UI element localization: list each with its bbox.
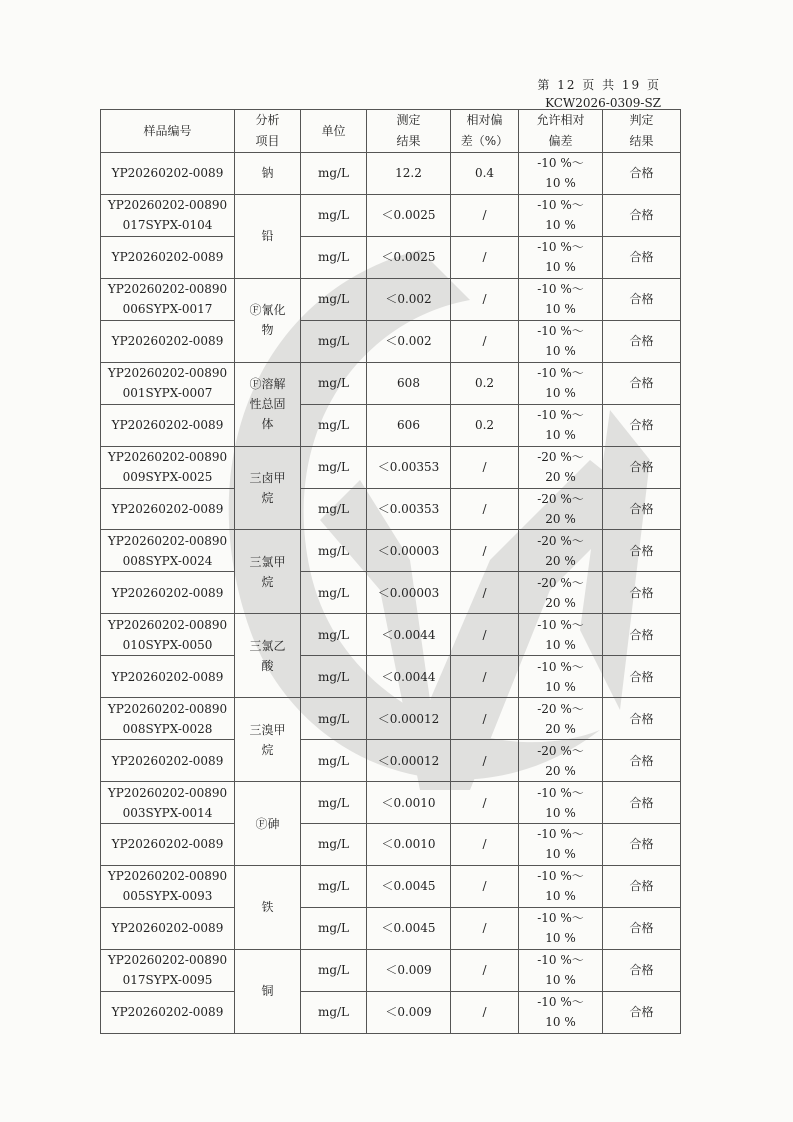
unit-cell: mg/L <box>301 530 367 572</box>
analysis-item-cell: Ⓕ溶解 性总固 体 <box>235 362 301 446</box>
allowed-deviation-cell: -10 %～ 10 % <box>519 194 603 236</box>
sample-id-cell: YP20260202-0089 <box>101 153 235 195</box>
deviation-cell: / <box>451 572 519 614</box>
unit-cell: mg/L <box>301 278 367 320</box>
table-row <box>101 949 681 991</box>
page-number: 第 12 页 共 19 页 <box>537 78 661 92</box>
table-row <box>101 278 681 320</box>
allowed-deviation-cell: -10 %～ 10 % <box>519 236 603 278</box>
result-cell: ＜0.00353 <box>367 488 451 530</box>
result-cell: ＜0.00012 <box>367 698 451 740</box>
judgement-cell: 合格 <box>603 698 681 740</box>
judgement-cell: 合格 <box>603 656 681 698</box>
table-row <box>101 824 681 866</box>
column-header-deviation: 相对偏 差（%） <box>451 110 519 153</box>
sample-id-cell: YP20260202-0089 <box>101 656 235 698</box>
allowed-deviation-cell: -10 %～ 10 % <box>519 949 603 991</box>
result-cell: ＜0.002 <box>367 278 451 320</box>
judgement-cell: 合格 <box>603 362 681 404</box>
table-row <box>101 404 681 446</box>
result-cell: 12.2 <box>367 153 451 195</box>
sample-id-cell: YP20260202-0089 <box>101 572 235 614</box>
column-header-judgement: 判定 结果 <box>603 110 681 153</box>
sample-id-cell: YP20260202-0089 <box>101 824 235 866</box>
deviation-cell: / <box>451 488 519 530</box>
unit-cell: mg/L <box>301 572 367 614</box>
table-row <box>101 782 681 824</box>
deviation-cell: / <box>451 656 519 698</box>
sample-id-cell: YP20260202-0089 <box>101 236 235 278</box>
analysis-item-cell: 铜 <box>235 949 301 1033</box>
result-cell: ＜0.0010 <box>367 782 451 824</box>
table-row <box>101 194 681 236</box>
unit-cell: mg/L <box>301 320 367 362</box>
sample-id-cell: YP20260202-00890 009SYPX-0025 <box>101 446 235 488</box>
column-header-item: 分析 项目 <box>235 110 301 153</box>
unit-cell: mg/L <box>301 236 367 278</box>
judgement-cell: 合格 <box>603 320 681 362</box>
sample-id-cell: YP20260202-00890 006SYPX-0017 <box>101 278 235 320</box>
sample-id-cell: YP20260202-00890 017SYPX-0095 <box>101 949 235 991</box>
deviation-cell: / <box>451 949 519 991</box>
allowed-deviation-cell: -10 %～ 10 % <box>519 614 603 656</box>
qc-results-table <box>100 109 681 1034</box>
allowed-deviation-cell: -10 %～ 10 % <box>519 278 603 320</box>
table-row <box>101 907 681 949</box>
analysis-item-cell: 三氯甲 烷 <box>235 530 301 614</box>
deviation-cell: / <box>451 698 519 740</box>
unit-cell: mg/L <box>301 782 367 824</box>
allowed-deviation-cell: -10 %～ 10 % <box>519 991 603 1033</box>
unit-cell: mg/L <box>301 865 367 907</box>
deviation-cell: / <box>451 320 519 362</box>
deviation-cell: 0.4 <box>451 153 519 195</box>
result-cell: ＜0.00012 <box>367 740 451 782</box>
table-row <box>101 656 681 698</box>
result-cell: ＜0.0010 <box>367 824 451 866</box>
judgement-cell: 合格 <box>603 782 681 824</box>
table-row <box>101 153 681 195</box>
table-row <box>101 991 681 1033</box>
deviation-cell: 0.2 <box>451 362 519 404</box>
unit-cell: mg/L <box>301 153 367 195</box>
unit-cell: mg/L <box>301 991 367 1033</box>
analysis-item-cell: 三溴甲 烷 <box>235 698 301 782</box>
column-header-sample: 样品编号 <box>101 110 235 153</box>
judgement-cell: 合格 <box>603 194 681 236</box>
judgement-cell: 合格 <box>603 949 681 991</box>
report-number: KCW2026-0309-SZ <box>545 96 661 110</box>
result-cell: ＜0.0045 <box>367 907 451 949</box>
deviation-cell: / <box>451 614 519 656</box>
allowed-deviation-cell: -10 %～ 10 % <box>519 153 603 195</box>
sample-id-cell: YP20260202-00890 001SYPX-0007 <box>101 362 235 404</box>
analysis-item-cell: 三卤甲 烷 <box>235 446 301 530</box>
column-header-unit: 单位 <box>301 110 367 153</box>
table-body <box>101 153 681 1034</box>
table-row <box>101 572 681 614</box>
deviation-cell: / <box>451 824 519 866</box>
table-row <box>101 740 681 782</box>
unit-cell: mg/L <box>301 698 367 740</box>
unit-cell: mg/L <box>301 907 367 949</box>
judgement-cell: 合格 <box>603 614 681 656</box>
column-header-allowed: 允许相对 偏差 <box>519 110 603 153</box>
result-cell: ＜0.00003 <box>367 530 451 572</box>
allowed-deviation-cell: -10 %～ 10 % <box>519 362 603 404</box>
sample-id-cell: YP20260202-00890 008SYPX-0024 <box>101 530 235 572</box>
result-cell: ＜0.0025 <box>367 194 451 236</box>
deviation-cell: / <box>451 236 519 278</box>
allowed-deviation-cell: -10 %～ 10 % <box>519 865 603 907</box>
judgement-cell: 合格 <box>603 488 681 530</box>
allowed-deviation-cell: -10 %～ 10 % <box>519 656 603 698</box>
analysis-item-cell: 三氯乙 酸 <box>235 614 301 698</box>
allowed-deviation-cell: -20 %～ 20 % <box>519 488 603 530</box>
table-row <box>101 320 681 362</box>
unit-cell: mg/L <box>301 404 367 446</box>
allowed-deviation-cell: -10 %～ 10 % <box>519 782 603 824</box>
analysis-item-cell: 钠 <box>235 153 301 195</box>
sample-id-cell: YP20260202-00890 008SYPX-0028 <box>101 698 235 740</box>
table-row <box>101 614 681 656</box>
analysis-item-cell: 铁 <box>235 865 301 949</box>
result-cell: ＜0.0044 <box>367 656 451 698</box>
unit-cell: mg/L <box>301 614 367 656</box>
unit-cell: mg/L <box>301 194 367 236</box>
table-row <box>101 530 681 572</box>
result-cell: 608 <box>367 362 451 404</box>
allowed-deviation-cell: -10 %～ 10 % <box>519 824 603 866</box>
allowed-deviation-cell: -20 %～ 20 % <box>519 446 603 488</box>
judgement-cell: 合格 <box>603 278 681 320</box>
table-row <box>101 446 681 488</box>
table-row <box>101 698 681 740</box>
deviation-cell: / <box>451 865 519 907</box>
judgement-cell: 合格 <box>603 446 681 488</box>
deviation-cell: / <box>451 991 519 1033</box>
sample-id-cell: YP20260202-00890 017SYPX-0104 <box>101 194 235 236</box>
result-cell: ＜0.002 <box>367 320 451 362</box>
column-header-result: 测定 结果 <box>367 110 451 153</box>
judgement-cell: 合格 <box>603 153 681 195</box>
deviation-cell: / <box>451 740 519 782</box>
sample-id-cell: YP20260202-0089 <box>101 907 235 949</box>
result-cell: 606 <box>367 404 451 446</box>
unit-cell: mg/L <box>301 446 367 488</box>
sample-id-cell: YP20260202-0089 <box>101 740 235 782</box>
unit-cell: mg/L <box>301 824 367 866</box>
allowed-deviation-cell: -10 %～ 10 % <box>519 404 603 446</box>
sample-id-cell: YP20260202-00890 010SYPX-0050 <box>101 614 235 656</box>
unit-cell: mg/L <box>301 656 367 698</box>
analysis-item-cell: 铅 <box>235 194 301 278</box>
result-cell: ＜0.0045 <box>367 865 451 907</box>
judgement-cell: 合格 <box>603 404 681 446</box>
judgement-cell: 合格 <box>603 824 681 866</box>
result-cell: ＜0.0044 <box>367 614 451 656</box>
sample-id-cell: YP20260202-00890 003SYPX-0014 <box>101 782 235 824</box>
table-row <box>101 236 681 278</box>
sample-id-cell: YP20260202-0089 <box>101 488 235 530</box>
deviation-cell: / <box>451 530 519 572</box>
judgement-cell: 合格 <box>603 740 681 782</box>
deviation-cell: / <box>451 907 519 949</box>
result-cell: ＜0.00353 <box>367 446 451 488</box>
judgement-cell: 合格 <box>603 236 681 278</box>
result-cell: ＜0.0025 <box>367 236 451 278</box>
table-row <box>101 865 681 907</box>
sample-id-cell: YP20260202-0089 <box>101 404 235 446</box>
allowed-deviation-cell: -10 %～ 10 % <box>519 907 603 949</box>
allowed-deviation-cell: -20 %～ 20 % <box>519 572 603 614</box>
deviation-cell: / <box>451 194 519 236</box>
result-cell: ＜0.009 <box>367 991 451 1033</box>
analysis-item-cell: Ⓕ氰化 物 <box>235 278 301 362</box>
deviation-cell: 0.2 <box>451 404 519 446</box>
unit-cell: mg/L <box>301 362 367 404</box>
unit-cell: mg/L <box>301 488 367 530</box>
allowed-deviation-cell: -20 %～ 20 % <box>519 530 603 572</box>
judgement-cell: 合格 <box>603 865 681 907</box>
allowed-deviation-cell: -20 %～ 20 % <box>519 698 603 740</box>
result-cell: ＜0.00003 <box>367 572 451 614</box>
sample-id-cell: YP20260202-0089 <box>101 320 235 362</box>
deviation-cell: / <box>451 278 519 320</box>
result-cell: ＜0.009 <box>367 949 451 991</box>
analysis-item-cell: Ⓕ砷 <box>235 782 301 866</box>
allowed-deviation-cell: -20 %～ 20 % <box>519 740 603 782</box>
unit-cell: mg/L <box>301 740 367 782</box>
deviation-cell: / <box>451 782 519 824</box>
sample-id-cell: YP20260202-0089 <box>101 991 235 1033</box>
judgement-cell: 合格 <box>603 907 681 949</box>
judgement-cell: 合格 <box>603 991 681 1033</box>
judgement-cell: 合格 <box>603 572 681 614</box>
sample-id-cell: YP20260202-00890 005SYPX-0093 <box>101 865 235 907</box>
deviation-cell: / <box>451 446 519 488</box>
judgement-cell: 合格 <box>603 530 681 572</box>
unit-cell: mg/L <box>301 949 367 991</box>
table-row <box>101 488 681 530</box>
allowed-deviation-cell: -10 %～ 10 % <box>519 320 603 362</box>
table-row <box>101 362 681 404</box>
table-header-row <box>101 110 681 153</box>
